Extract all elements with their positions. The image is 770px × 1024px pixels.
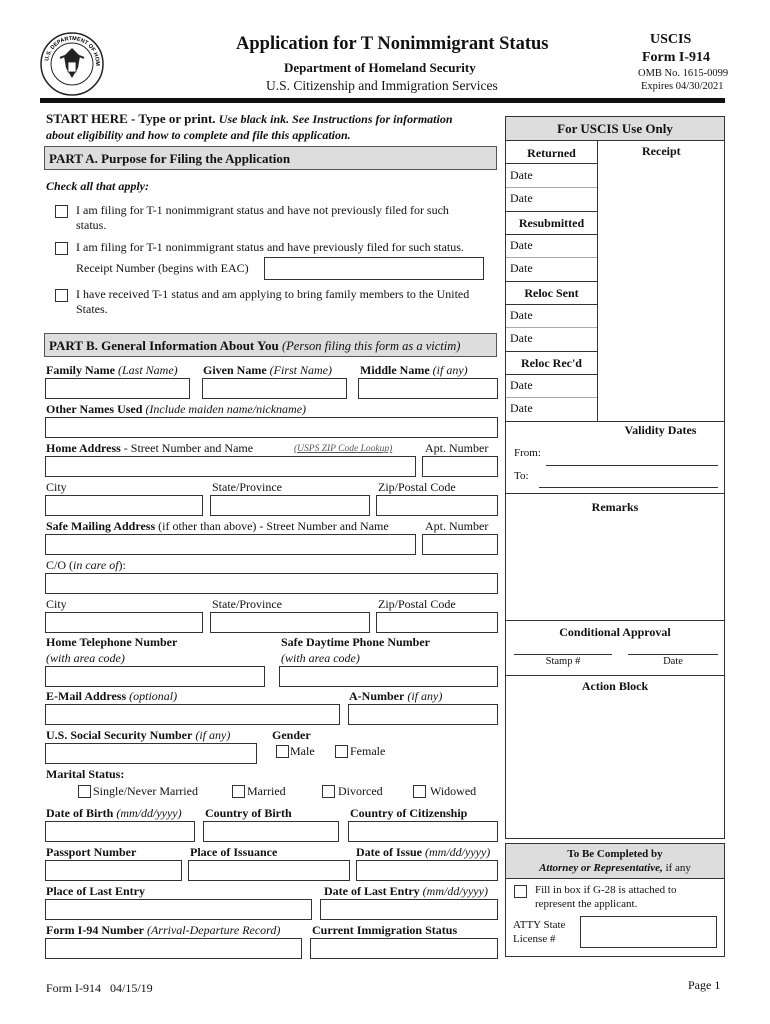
- form-title: Application for T Nonimmigrant Status: [236, 34, 549, 54]
- middle-name-input[interactable]: [358, 378, 498, 399]
- home-zip-label: Zip/Postal Code: [378, 480, 456, 494]
- dob-label: Date of Birth (mm/dd/yyyy): [46, 806, 182, 820]
- safe-phone-input[interactable]: [279, 666, 498, 687]
- safe-state-input[interactable]: [210, 612, 370, 633]
- receipt-divider: [597, 140, 598, 422]
- home-street-input[interactable]: [45, 456, 416, 477]
- female-label: Female: [350, 744, 386, 758]
- g28-checkbox[interactable]: [514, 885, 527, 898]
- i94-input[interactable]: [45, 938, 302, 959]
- coc-label: Country of Citizenship: [350, 806, 468, 820]
- dhs-seal: [40, 32, 104, 96]
- attorney-line1: To Be Completed by: [567, 848, 663, 860]
- family-members-checkbox[interactable]: [55, 289, 68, 302]
- expiration: Expires 04/30/2021: [641, 81, 724, 92]
- part-b-subtitle: (Person filing this form as a victim): [281, 339, 461, 353]
- uscis-label: USCIS: [650, 32, 692, 47]
- place-entry-input[interactable]: [45, 899, 312, 920]
- family-name-input[interactable]: [45, 378, 190, 399]
- zip-lookup-link[interactable]: (USPS ZIP Code Lookup): [294, 444, 393, 454]
- agency-name: U.S. Citizenship and Immigration Services: [266, 78, 498, 93]
- g28-line2: represent the applicant.: [535, 898, 638, 910]
- footer-form-id: Form I-914 04/15/19: [46, 981, 153, 995]
- widowed-label: Widowed: [430, 784, 477, 798]
- uscis-use-header: [506, 117, 724, 141]
- reloc-sent-date-1: Date: [510, 308, 533, 322]
- safe-apt-label: Apt. Number: [425, 519, 489, 533]
- divorced-label: Divorced: [338, 784, 383, 798]
- remarks-label: Remarks: [591, 500, 639, 514]
- safe-phone-area: (with area code): [281, 651, 360, 665]
- home-address-label: Home Address - Street Number and Name: [46, 441, 254, 455]
- footer-page: Page 1: [688, 978, 721, 992]
- doi-label: Date of Issue (mm/dd/yyyy): [356, 845, 491, 859]
- safe-mailing-label: Safe Mailing Address (if other than above) - Street Number and Name: [46, 519, 389, 533]
- home-apt-input[interactable]: [422, 456, 498, 477]
- home-state-input[interactable]: [210, 495, 370, 516]
- home-tel-area: (with area code): [46, 651, 125, 665]
- part-b-header: [44, 333, 497, 357]
- middle-name-label: Middle Name (if any): [360, 363, 468, 377]
- opt3-line2: States.: [76, 302, 108, 316]
- previously-filed-checkbox[interactable]: [55, 242, 68, 255]
- opt3-line1: I have received T-1 status and am applying to bring family members to the United: [76, 287, 470, 301]
- dle-input[interactable]: [320, 899, 498, 920]
- dle-label: Date of Last Entry (mm/dd/yyyy): [324, 884, 488, 898]
- ssn-input[interactable]: [45, 743, 257, 764]
- female-checkbox[interactable]: [335, 745, 348, 758]
- anumber-input[interactable]: [348, 704, 498, 725]
- opt1-line1: I am filing for T-1 nonimmigrant status and have not previously filed for such: [76, 203, 449, 217]
- male-label: Male: [290, 744, 315, 758]
- receipt-number-input[interactable]: [264, 257, 484, 280]
- home-state-label: State/Province: [212, 480, 282, 494]
- place-issuance-label: Place of Issuance: [190, 845, 278, 859]
- attorney-panel: [505, 843, 725, 957]
- receipt-number-label: Receipt Number (begins with EAC): [76, 261, 249, 275]
- header-rule: [40, 98, 725, 103]
- i94-label: Form I-94 Number (Arrival-Departure Record): [46, 923, 281, 937]
- validity-label: Validity Dates: [624, 423, 697, 437]
- reloc-recd-date-1: Date: [510, 378, 533, 392]
- safe-state-label: State/Province: [212, 597, 282, 611]
- stamp-label: Stamp #: [545, 656, 581, 667]
- home-city-input[interactable]: [45, 495, 203, 516]
- ssn-label: U.S. Social Security Number (if any): [46, 728, 231, 742]
- safe-city-label: City: [46, 597, 67, 611]
- resubmitted-label: Resubmitted: [518, 216, 585, 230]
- co-label: C/O (in care of):: [46, 558, 126, 572]
- returned-label: Returned: [527, 146, 576, 160]
- returned-date-2: Date: [510, 191, 533, 205]
- safe-zip-label: Zip/Postal Code: [378, 597, 456, 611]
- attorney-line2: Attorney or Representative, if any: [539, 862, 691, 874]
- divorced-checkbox[interactable]: [322, 785, 335, 798]
- conditional-label: Conditional Approval: [559, 625, 671, 639]
- resubmitted-date-2: Date: [510, 261, 533, 275]
- home-tel-input[interactable]: [45, 666, 265, 687]
- cis-input[interactable]: [310, 938, 498, 959]
- stamp-line[interactable]: [514, 654, 612, 655]
- single-checkbox[interactable]: [78, 785, 91, 798]
- male-checkbox[interactable]: [276, 745, 289, 758]
- atty-line1: ATTY State: [513, 919, 566, 931]
- part-a-title: PART A. Purpose for Filing the Application: [49, 151, 291, 166]
- given-name-input[interactable]: [202, 378, 347, 399]
- reloc-recd-label: Reloc Rec'd: [521, 356, 582, 370]
- place-issuance-input[interactable]: [188, 860, 350, 881]
- cond-date-label: Date: [663, 656, 683, 667]
- eligibility-note: about eligibility and how to complete and file this application.: [46, 128, 351, 142]
- returned-row: [506, 140, 597, 164]
- validity-to-line[interactable]: [539, 487, 718, 488]
- opt2-label: I am filing for T-1 nonimmigrant status and have previously filed for such status.: [76, 240, 464, 254]
- place-entry-label: Place of Last Entry: [46, 884, 145, 898]
- cond-date-line[interactable]: [628, 654, 718, 655]
- safe-zip-input[interactable]: [376, 612, 498, 633]
- omb-number: OMB No. 1615-0099: [638, 68, 729, 79]
- check-all-label: Check all that apply:: [46, 179, 149, 193]
- given-name-label: Given Name (First Name): [203, 363, 332, 377]
- apt-label: Apt. Number: [425, 441, 489, 455]
- safe-phone-label: Safe Daytime Phone Number: [281, 635, 430, 649]
- cob-input[interactable]: [203, 821, 339, 842]
- not-previously-filed-checkbox[interactable]: [55, 205, 68, 218]
- email-input[interactable]: [45, 704, 340, 725]
- resubmitted-date-1: Date: [510, 238, 533, 252]
- reloc-sent-label: Reloc Sent: [524, 286, 579, 300]
- co-input[interactable]: [45, 573, 498, 594]
- part-b-title: PART B. General Information About You: [49, 338, 279, 353]
- receipt-label: Receipt: [642, 144, 681, 158]
- married-label: Married: [247, 784, 286, 798]
- validity-from-line[interactable]: [546, 465, 718, 466]
- atty-line2: License #: [513, 933, 556, 945]
- atty-license-input[interactable]: [580, 916, 717, 948]
- home-zip-input[interactable]: [376, 495, 498, 516]
- reloc-recd-date-2: Date: [510, 401, 533, 415]
- cob-label: Country of Birth: [205, 806, 292, 820]
- safe-street-input[interactable]: [45, 534, 416, 555]
- form-number: Form I-914: [642, 50, 711, 65]
- married-checkbox[interactable]: [232, 785, 245, 798]
- gender-label: Gender: [272, 728, 311, 742]
- marital-label: Marital Status:: [46, 767, 125, 781]
- single-label: Single/Never Married: [93, 784, 198, 798]
- opt1-line2: status.: [76, 218, 107, 232]
- home-city-label: City: [46, 480, 67, 494]
- safe-city-input[interactable]: [45, 612, 203, 633]
- validity-to-label: To:: [514, 470, 529, 482]
- home-tel-label: Home Telephone Number: [46, 635, 178, 649]
- reloc-sent-date-2: Date: [510, 331, 533, 345]
- action-block-label: Action Block: [581, 679, 649, 693]
- passport-input[interactable]: [45, 860, 182, 881]
- safe-apt-input[interactable]: [422, 534, 498, 555]
- email-label: E-Mail Address (optional): [46, 689, 178, 703]
- other-names-input[interactable]: [45, 417, 498, 438]
- ink-instructions: Use black ink. See Instructions for information: [218, 112, 453, 126]
- doi-input[interactable]: [356, 860, 498, 881]
- dob-input[interactable]: [45, 821, 195, 842]
- seal-text: U.S. DEPARTMENT OF HOM: [44, 35, 101, 66]
- cis-label: Current Immigration Status: [312, 923, 458, 937]
- family-name-label: Family Name (Last Name): [46, 363, 178, 377]
- g28-line1: Fill in box if G-28 is attached to: [535, 884, 677, 896]
- widowed-checkbox[interactable]: [413, 785, 426, 798]
- attorney-header: [506, 844, 724, 879]
- anumber-label: A-Number (if any): [349, 689, 443, 703]
- uscis-use-title: For USCIS Use Only: [557, 121, 673, 136]
- uscis-use-panel: [505, 116, 725, 839]
- coc-input[interactable]: [348, 821, 498, 842]
- other-names-label: Other Names Used (Include maiden name/nickname): [46, 402, 307, 416]
- start-here-label: START HERE - Type or print.: [46, 111, 216, 126]
- dept-name: Department of Homeland Security: [284, 60, 476, 75]
- validity-from-label: From:: [514, 447, 541, 459]
- returned-date-1: Date: [510, 168, 533, 182]
- part-a-header: [44, 146, 497, 170]
- start-here: [46, 111, 453, 127]
- passport-label: Passport Number: [46, 845, 137, 859]
